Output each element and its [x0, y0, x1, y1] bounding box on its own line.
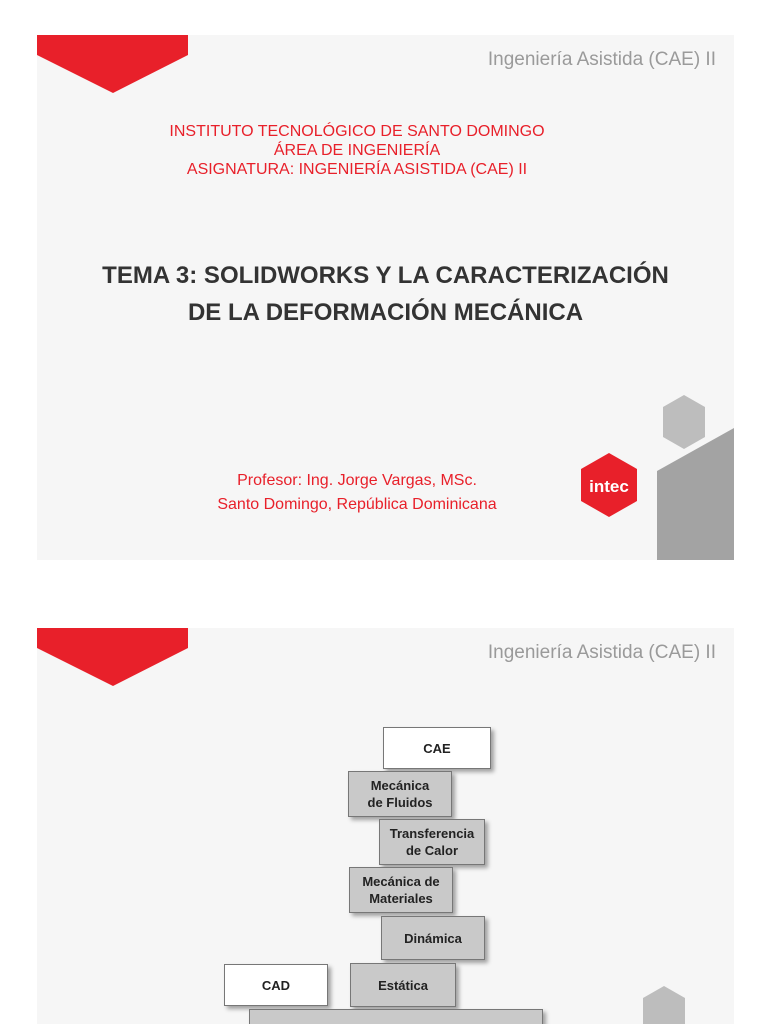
professor-name: Profesor: Ing. Jorge Vargas, MSc. — [237, 472, 477, 489]
location: Santo Domingo, República Dominicana — [217, 496, 497, 513]
block-cae: CAE — [383, 727, 491, 769]
course-header: Ingeniería Asistida (CAE) II — [487, 49, 716, 70]
course-header: Ingeniería Asistida (CAE) II — [487, 642, 716, 663]
block-mecanica-fluidos: Mecánica de Fluidos — [348, 771, 452, 817]
institution-name: INSTITUTO TECNOLÓGICO DE SANTO DOMINGO — [169, 123, 545, 140]
topic-title-line-1: TEMA 3: SOLIDWORKS Y LA CARACTERIZACIÓN — [102, 262, 669, 289]
topic-title — [37, 257, 734, 331]
content-slide — [37, 628, 734, 1024]
block-mecanica-materiales: Mecánica de Materiales — [349, 867, 453, 913]
course-name: ASIGNATURA: INGENIERÍA ASISTIDA (CAE) II — [186, 161, 528, 178]
brand-wedge-shape — [37, 628, 189, 688]
intec-logo — [577, 391, 734, 560]
intec-logo-text: intec — [589, 477, 629, 496]
title-slide — [37, 35, 734, 560]
area-name: ÁREA DE INGENIERÍA — [273, 142, 441, 159]
block-estatica: Estática — [350, 963, 456, 1007]
topic-title-line-2: DE LA DEFORMACIÓN MECÁNICA — [187, 299, 584, 326]
block-transferencia-calor: Transferencia de Calor — [379, 819, 485, 865]
institution-block — [97, 122, 617, 179]
brand-wedge-shape — [37, 35, 189, 95]
block-dinamica: Dinámica — [381, 916, 485, 960]
presenter-info — [187, 469, 527, 517]
intec-logo-partial — [617, 986, 687, 1024]
block-cad: CAD — [224, 964, 328, 1006]
block-foundation — [249, 1009, 543, 1024]
